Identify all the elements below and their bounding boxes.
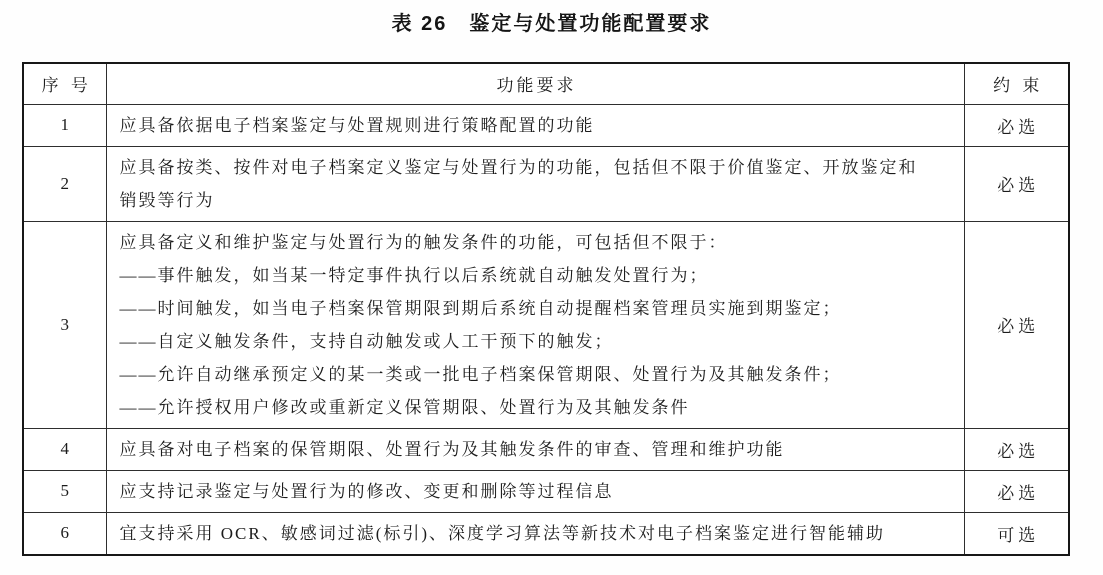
row-number: 1 bbox=[23, 104, 106, 146]
requirement-line: ——允许授权用户修改或重新定义保管期限、处置行为及其触发条件 bbox=[119, 397, 690, 417]
requirement-cell bbox=[106, 146, 964, 221]
table-row bbox=[23, 104, 1069, 146]
constraint-cell: 必选 bbox=[964, 428, 1069, 470]
row-number: 4 bbox=[23, 428, 106, 470]
requirement-line: 应具备定义和维护鉴定与处置行为的触发条件的功能，可包括但不限于： bbox=[119, 232, 728, 252]
requirement-line: 应具备对电子档案的保管期限、处置行为及其触发条件的审查、管理和维护功能 bbox=[119, 439, 785, 459]
table-row bbox=[23, 470, 1069, 512]
constraint-cell: 必选 bbox=[964, 470, 1069, 512]
column-header-requirement: 功能要求 bbox=[106, 63, 964, 104]
table-row bbox=[23, 428, 1069, 470]
requirement-cell bbox=[106, 470, 964, 512]
requirement-cell bbox=[106, 104, 964, 146]
requirement-line: 宜支持采用 OCR、敏感词过滤(标引)、深度学习算法等新技术对电子档案鉴定进行智能辅助 bbox=[119, 523, 886, 543]
constraint-cell: 必选 bbox=[964, 104, 1069, 146]
requirement-cell bbox=[106, 428, 964, 470]
table-row bbox=[23, 146, 1069, 221]
row-number: 6 bbox=[23, 512, 106, 555]
requirement-line: ——时间触发，如当电子档案保管期限到期后系统自动提醒档案管理员实施到期鉴定； bbox=[119, 298, 842, 318]
requirement-line: ——事件触发，如当某一特定事件执行以后系统就自动触发处置行为； bbox=[119, 265, 709, 285]
row-number: 2 bbox=[23, 146, 106, 221]
requirement-line: 应支持记录鉴定与处置行为的修改、变更和删除等过程信息 bbox=[119, 481, 614, 501]
column-header-no: 序 号 bbox=[23, 63, 106, 104]
constraint-cell: 必选 bbox=[964, 146, 1069, 221]
column-header-constraint: 约 束 bbox=[964, 63, 1069, 104]
requirement-cell bbox=[106, 512, 964, 555]
requirement-line: ——允许自动继承预定义的某一类或一批电子档案保管期限、处置行为及其触发条件； bbox=[119, 364, 842, 384]
requirement-line: 应具备依据电子档案鉴定与处置规则进行策略配置的功能 bbox=[119, 115, 595, 135]
requirement-line: 应具备按类、按件对电子档案定义鉴定与处置行为的功能，包括但不限于价值鉴定、开放鉴定和 bbox=[119, 157, 918, 177]
table-caption: 表 26 鉴定与处置功能配置要求 bbox=[391, 13, 712, 35]
row-number: 3 bbox=[23, 221, 106, 428]
row-number: 5 bbox=[23, 470, 106, 512]
requirements-table bbox=[22, 62, 1070, 556]
constraint-cell: 可选 bbox=[964, 512, 1069, 555]
table-body bbox=[23, 104, 1069, 555]
table-row bbox=[23, 221, 1069, 428]
requirement-line: 销毁等行为 bbox=[119, 190, 215, 210]
requirement-line: ——自定义触发条件，支持自动触发或人工干预下的触发； bbox=[119, 331, 614, 351]
header-row bbox=[23, 63, 1069, 104]
table-row bbox=[23, 512, 1069, 555]
requirement-cell bbox=[106, 221, 964, 428]
constraint-cell: 必选 bbox=[964, 221, 1069, 428]
